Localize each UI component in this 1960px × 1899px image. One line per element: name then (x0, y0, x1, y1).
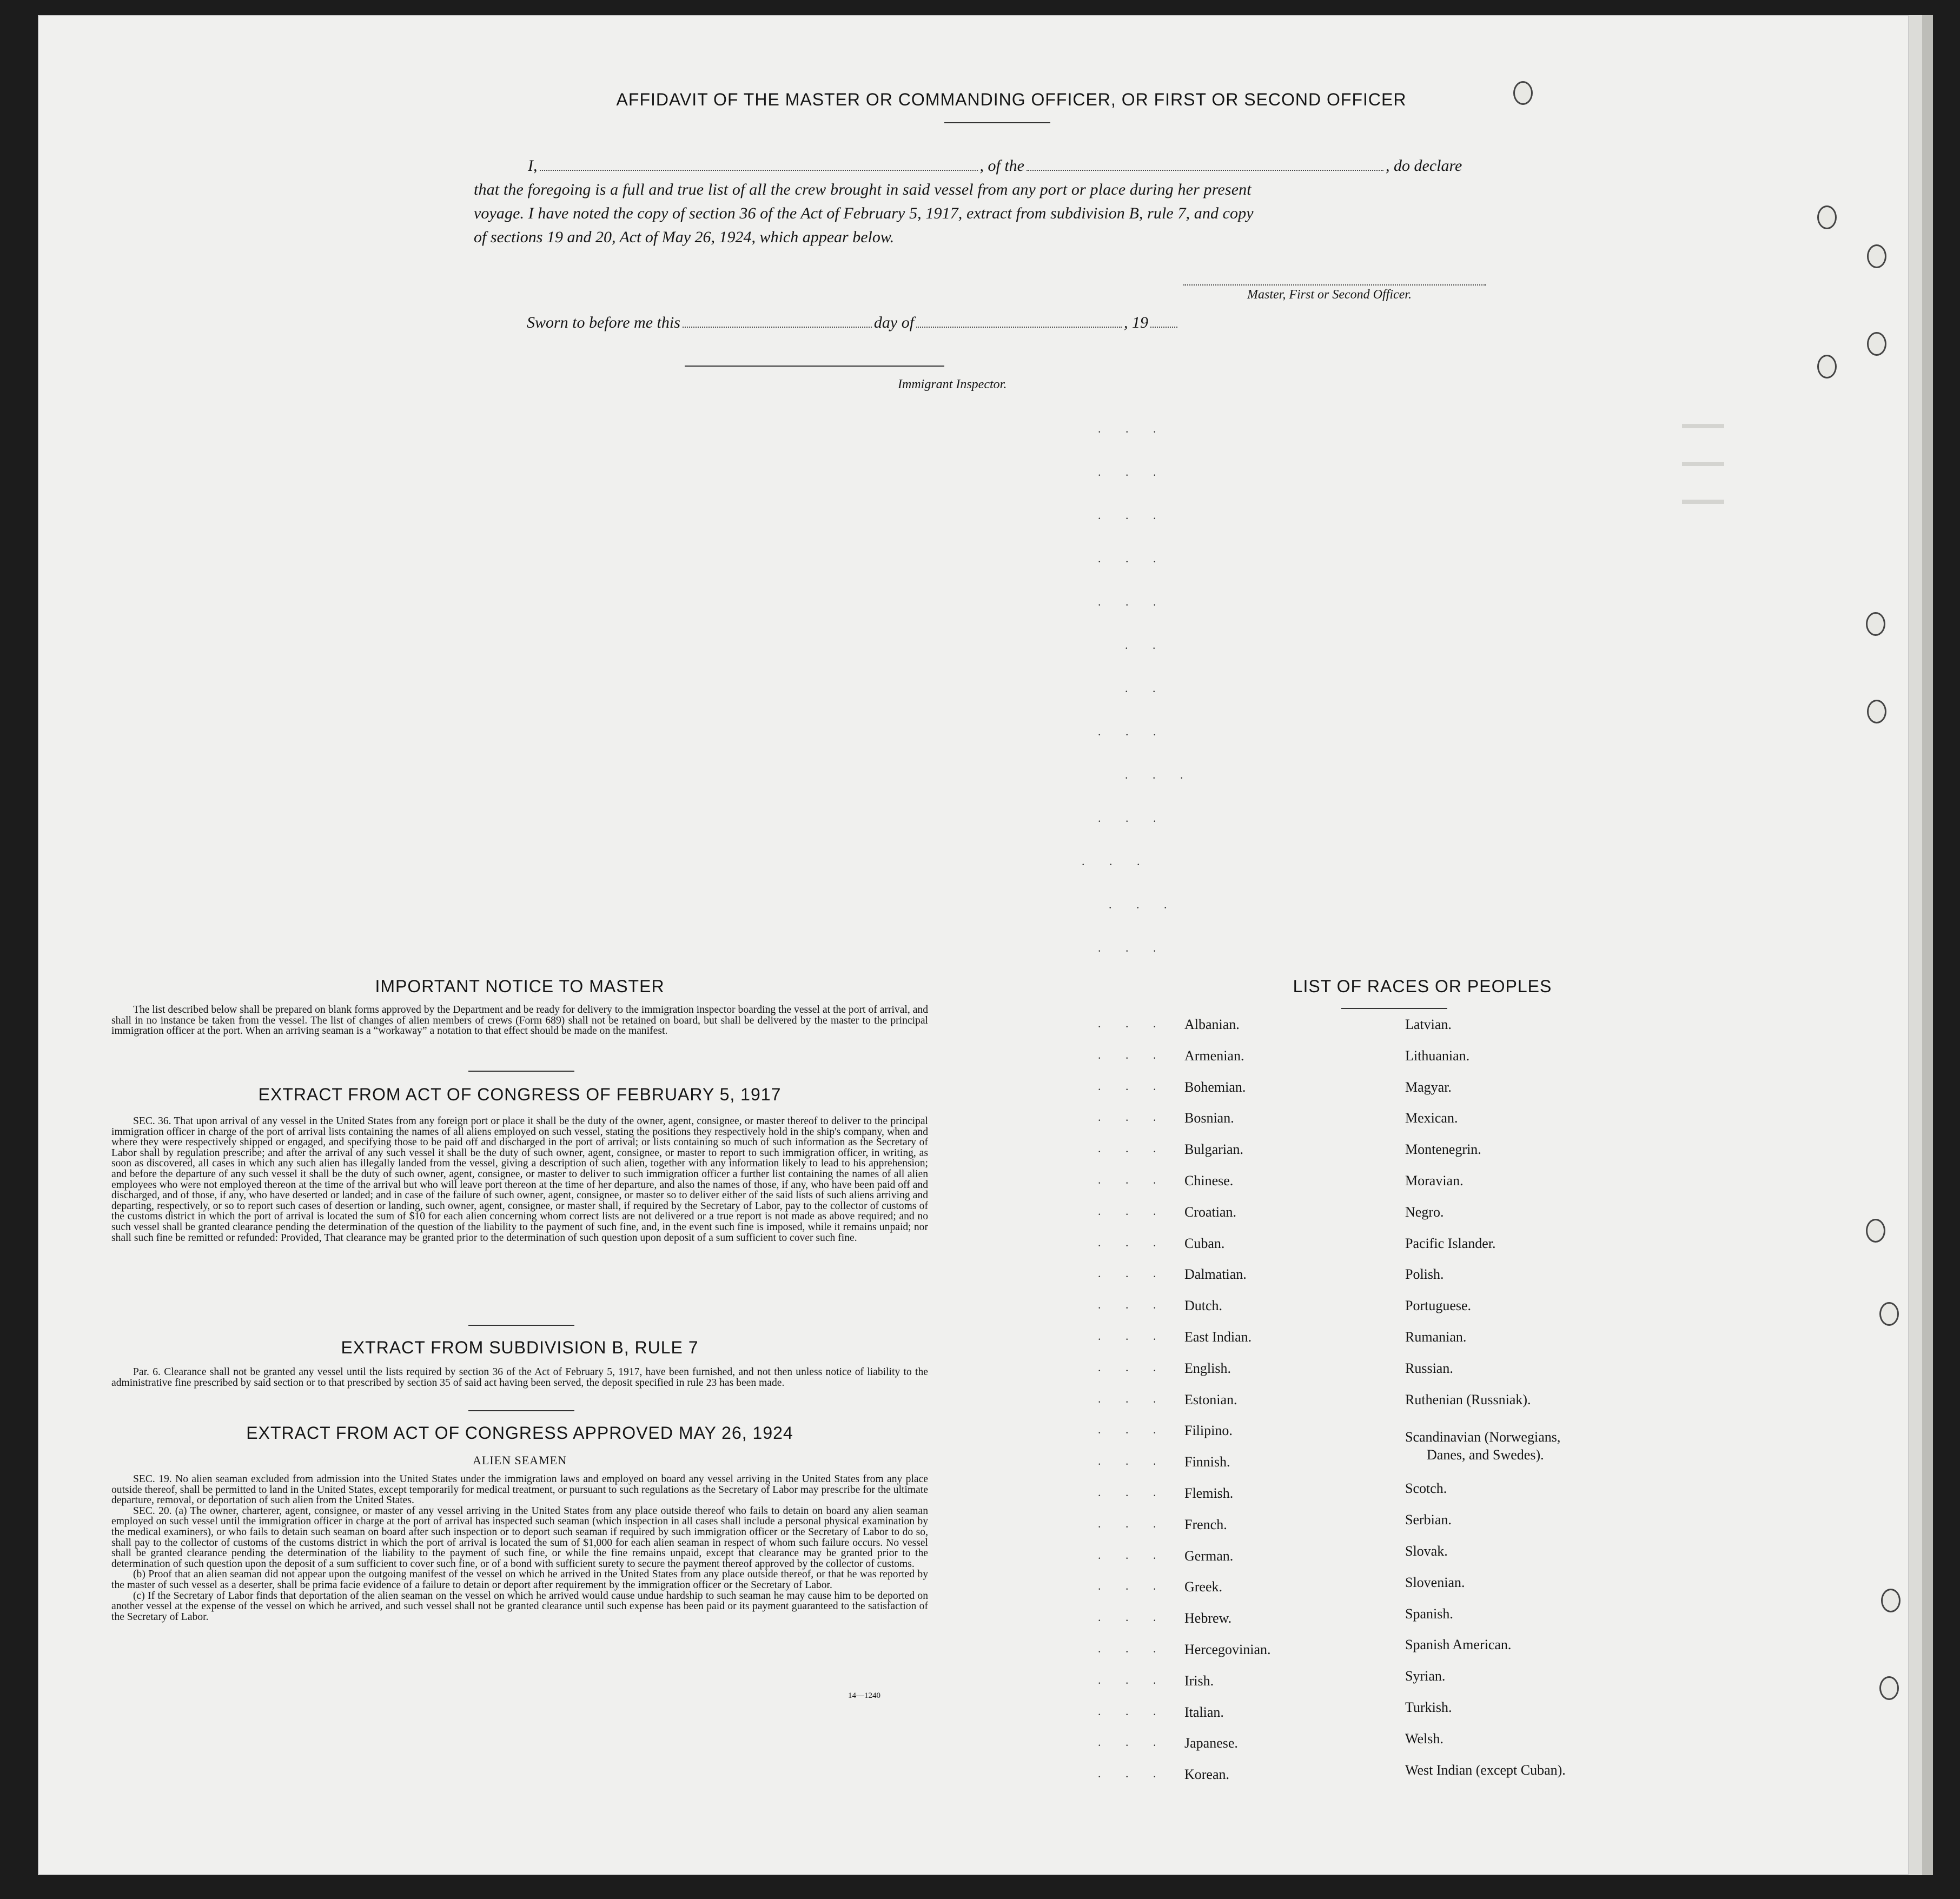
race-item: Scotch. (1405, 1480, 1447, 1497)
sec-20a-paragraph: SEC. 20. (a) The owner, charterer, agent, consignee, or master of any vessel arriving in the United States from any place outside thereof who fails to detain on board any alien seaman employed on such vessel until the immigration officer in charge at the port of arrival has inspected such seaman (which inspection in all cases shall include a personal physical examination by the medical examiners), or who fails to detain such seaman on board after such inspection or to deport such seaman if required by such immigration officer or the Secretary of Labor to do so, shall pay to the collector of customs of the customs district in which the port of arrival is located the sum of $1,000 for each alien seaman in respect of whom such failure occurs. No vessel shall be granted clearance pending the determination of the liability to the payment of such fine, or while the fine remains unpaid, except that clearance may be granted prior to the determination of such question upon the deposit of a sum sufficient to cover such fine, or of a bond with sufficient surety to secure the payment thereof approved by the collector of customs. (111, 1505, 928, 1570)
dot-leaders: . . . (1098, 1017, 1167, 1030)
extract-1917-title: EXTRACT FROM ACT OF CONGRESS OF FEBRUARY 5, 1917 (258, 1085, 782, 1104)
affidavit-line-4: of sections 19 and 20, Act of May 26, 1924, which appear below. (474, 228, 895, 246)
dot-leaders: . . . (1098, 941, 1167, 954)
dot-leaders: . . . (1098, 1610, 1167, 1624)
affidavit-of-label: , of the (979, 157, 1024, 175)
race-item: German. (1184, 1548, 1234, 1564)
dot-leaders: . . . (1098, 1735, 1167, 1749)
race-item: Welsh. (1405, 1730, 1443, 1747)
dot-leaders: . . . (1098, 1079, 1167, 1093)
divider (468, 1410, 574, 1411)
affidavit-line-1 (528, 157, 1462, 175)
affidavit-line-3: voyage. I have noted the copy of section 36 of the Act of February 5, 1917, extract from subdivision B, rule 7, and copy (474, 204, 1254, 222)
punch-hole-icon (1817, 355, 1837, 379)
par-6-paragraph: Par. 6. Clearance shall not be granted any vessel until the lists required by section 36 of the Act of February 5, 1917, have been furnished, and not then unless notice of liability to the administrative fine prescribed by said section or to that prescribed by section 35 of said act having been served, the deposit specified in rule 23 has been made. (111, 1366, 928, 1389)
race-item: Russian. (1405, 1360, 1453, 1376)
race-item: Bohemian. (1184, 1079, 1246, 1095)
race-item: Italian. (1184, 1704, 1224, 1720)
race-item: Spanish. (1405, 1605, 1453, 1622)
dot-leaders: . . . (1098, 1360, 1167, 1374)
divider (468, 1071, 574, 1072)
rule-7-title: EXTRACT FROM SUBDIVISION B, RULE 7 (341, 1338, 699, 1357)
race-item: Dutch. (1184, 1298, 1223, 1314)
race-item: Dalmatian. (1184, 1266, 1247, 1283)
race-item: Chinese. (1184, 1173, 1234, 1188)
punch-hole-icon (1867, 332, 1886, 356)
dot-leaders: . . . (1098, 1454, 1167, 1468)
document-page (38, 15, 1909, 1875)
dot-leaders: . . . (1098, 725, 1167, 738)
race-item: Armenian. (1184, 1047, 1244, 1064)
vessel-blank (1027, 170, 1383, 171)
punch-hole-icon (1866, 612, 1885, 636)
race-item: Portuguese. (1405, 1298, 1472, 1314)
race-item: Ruthenian (Russniak). (1405, 1391, 1531, 1407)
dot-leaders: . . (1125, 638, 1167, 652)
dot-leaders: . . . (1098, 1423, 1167, 1437)
race-scandinavian-continued: Danes, and Swedes). (1427, 1447, 1544, 1463)
race-item: Croatian. (1184, 1204, 1237, 1220)
race-item: Slovenian. (1405, 1574, 1465, 1590)
dot-leaders: . . . (1098, 1579, 1167, 1593)
dot-leaders: . . . (1098, 1485, 1167, 1499)
year-label: , 19 (1124, 314, 1149, 331)
punch-hole-icon (1817, 205, 1837, 229)
extract-1924-text (111, 1474, 928, 1622)
affidavit-i-label: I, (528, 157, 538, 175)
race-item: French. (1184, 1516, 1227, 1532)
dot-leaders: . . . (1098, 508, 1167, 522)
dot-leaders: . . . (1098, 1329, 1167, 1343)
alien-seamen-subtitle: ALIEN SEAMEN (473, 1453, 567, 1467)
notice-text (111, 1005, 928, 1037)
dot-leaders: . . . (1098, 1548, 1167, 1562)
bleed-through: ▬▬▬ (1682, 415, 1724, 431)
race-item: Cuban. (1184, 1235, 1225, 1251)
dot-leaders: . . . (1125, 768, 1194, 781)
punch-hole-icon (1867, 700, 1886, 723)
race-item: Japanese. (1184, 1735, 1238, 1751)
dot-leaders: . . . (1098, 811, 1167, 825)
dot-leaders: . . . (1109, 898, 1178, 911)
race-item: Negro. (1405, 1204, 1444, 1220)
sec-19-paragraph: SEC. 19. No alien seaman excluded from admission into the United States under the immigration laws and employed on board any vessel arriving in the United States from any place outside thereof, shall be permitted to land in the United States, except temporarily for medical treatment, or pursuant to such regulations as the Secretary of Labor may prescribe for the ultimate departure, removal, or deportation of such alien from the United States. (111, 1473, 928, 1506)
affidavit-line-2: that the foregoing is a full and true list of all the crew brought in said vessel from any port or place during her present (474, 181, 1252, 198)
sworn-label: Sworn to before me this (527, 314, 680, 331)
race-item: Montenegrin. (1405, 1141, 1481, 1158)
race-item: Slovak. (1405, 1543, 1448, 1559)
race-item: Lithuanian. (1405, 1047, 1470, 1064)
notice-paragraph: The list described below shall be prepared on blank forms approved by the Department and be ready for delivery to the immigration inspector boarding the vessel at the port of arrival, and shall in no instance be taken from the vessel. The list of changes of alien members of crews (Form 689) shall not be retained on board, but shall be delivered by the master to the principal immigration officer at the port. When an arriving seaman is a “workaway” a notation to that effect should be made on the manifest. (111, 1004, 928, 1037)
race-item: Spanish American. (1405, 1637, 1512, 1653)
dot-leaders: . . . (1098, 1204, 1167, 1218)
dot-leaders: . . . (1098, 1767, 1167, 1781)
race-item: Albanian. (1184, 1017, 1240, 1032)
punch-hole-icon (1866, 1219, 1885, 1243)
master-signature-label: Master, First or Second Officer. (1247, 288, 1412, 302)
race-item: Syrian. (1405, 1668, 1446, 1684)
race-item: Bulgarian. (1184, 1141, 1244, 1158)
race-item: Polish. (1405, 1266, 1444, 1283)
form-number: 14—1240 (848, 1691, 880, 1700)
race-item: Flemish. (1184, 1485, 1234, 1501)
punch-hole-icon (1881, 1589, 1901, 1612)
extract-1924-title: EXTRACT FROM ACT OF CONGRESS APPROVED MAY 26, 1924 (246, 1423, 793, 1443)
bleed-through: ▬▬▬ (1682, 453, 1724, 469)
punch-hole-icon (1867, 244, 1886, 268)
divider (944, 122, 1050, 123)
race-item: Magyar. (1405, 1079, 1452, 1095)
dot-leaders: . . . (1098, 1391, 1167, 1405)
race-item: Scandinavian (Norwegians, (1405, 1429, 1561, 1445)
year-blank (1150, 327, 1177, 328)
race-item: Finnish. (1184, 1454, 1230, 1470)
dot-leaders: . . . (1098, 1110, 1167, 1124)
sec-20c-paragraph: (c) If the Secretary of Labor finds that deportation of the alien seaman on the vessel on which he arrived would cause undue hardship to such seaman he may cause him to be deported on another vessel at the expense of the vessel on which he arrived, and such vessel shall not be granted clearance until such expense has been paid or its payment guaranteed to the satisfaction of the Secretary of Labor. (111, 1590, 928, 1623)
master-signature-line (1183, 284, 1486, 285)
race-item: Serbian. (1405, 1512, 1452, 1528)
dot-leaders: . . . (1098, 1642, 1167, 1655)
race-item: English. (1184, 1360, 1231, 1376)
extract-1917-text (111, 1116, 928, 1243)
dot-leaders: . . . (1098, 1235, 1167, 1249)
day-blank (683, 327, 872, 328)
dot-leaders: . . . (1082, 854, 1151, 868)
inspector-signature-line (685, 366, 944, 367)
race-item: East Indian. (1184, 1329, 1252, 1345)
affidavit-title: AFFIDAVIT OF THE MASTER OR COMMANDING OFFICER, OR FIRST OR SECOND OFFICER (616, 90, 1407, 109)
race-item: Hercegovinian. (1184, 1642, 1271, 1657)
race-item: Filipino. (1184, 1423, 1233, 1439)
dot-leaders: . . . (1098, 1141, 1167, 1156)
race-item: Estonian. (1184, 1391, 1237, 1407)
dot-leaders: . . (1125, 681, 1167, 695)
dot-leaders: . . . (1098, 422, 1167, 435)
month-blank (916, 327, 1122, 328)
race-item: Turkish. (1405, 1699, 1452, 1715)
race-item: Pacific Islander. (1405, 1235, 1496, 1251)
dot-leaders: . . . (1098, 465, 1167, 479)
page-edge (1909, 15, 1922, 1875)
sec-20b-paragraph: (b) Proof that an alien seaman did not appear upon the outgoing manifest of the vessel on which he arrived in the United States from any place outside thereof, or that he was reported by the master of such vessel as a deserter, shall be prima facie evidence of a failure to detain or deport after requirement by the immigration officer or the Secretary of Labor. (111, 1569, 928, 1591)
notice-title: IMPORTANT NOTICE TO MASTER (375, 977, 665, 996)
day-of-label: day of (873, 314, 915, 331)
bleed-through: ▬▬▬ (1682, 491, 1724, 507)
sec-36-paragraph: SEC. 36. That upon arrival of any vessel in the United States from any foreign port or place it shall be the duty of the owner, agent, consignee, or master thereof to deliver to the principal immigration officer in charge of the port of arrival lists containing the names of all aliens employed on such vessel, stating the positions they respectively hold in the ship's company, when and where they were respectively shipped or engaged, and specifying those to be paid off and discharged in the port of arrival; or lists containing so much of such information as the Secretary of Labor shall by regulation prescribe; and after the arrival of any such vessel it shall be the duty of such owner, agent, consignee, or master to report to such immigration officer, in writing, as soon as discovered, all cases in which any such alien has illegally landed from the vessel, giving a description of such alien, together with any information likely to lead to his apprehension; and before the departure of any such vessel it shall be the duty of such owner, agent, consignee, or master to deliver to such immigration officer a further list containing the names of all alien employees who were not employed thereon at the time of the arrival but who will leave port thereon at the time of her departure, and also the names of those, if any, who have been paid off and discharged, and of those, if any, who have deserted or landed; and in case of the failure of such owner, agent, consignee, or master so to deliver either of the said lists of such aliens arriving and departing, respectively, or so to report such cases of desertion or landing, such owner, agent, consignee, or master shall, if required by the Secretary of Labor, pay to the collector of customs of the customs district in which the port of arrival is located the sum of $10 for each alien concerning whom correct lists are not delivered or a true report is not made as above required; and no such vessel shall be granted clearance pending the determination of the question of the liability to the payment of such fine, and, in the event such fine is imposed, while it remains unpaid; nor shall such fine be remitted or refunded: Provided, That clearance may be granted prior to the determination of such question upon deposit of a sum sufficient to cover such fine. (111, 1116, 928, 1244)
dot-leaders: . . . (1098, 552, 1167, 565)
dot-leaders: . . . (1098, 1173, 1167, 1186)
dot-leaders: . . . (1098, 1047, 1167, 1061)
dot-leaders: . . . (1098, 1266, 1167, 1280)
race-item: Irish. (1184, 1672, 1214, 1689)
sworn-line (527, 314, 1180, 332)
race-item: West Indian (except Cuban). (1405, 1762, 1566, 1778)
race-item: Mexican. (1405, 1110, 1458, 1126)
dot-leaders: . . . (1098, 1704, 1167, 1718)
dot-leaders: . . . (1098, 595, 1167, 608)
dot-leaders: . . . (1098, 1298, 1167, 1312)
affidavit-declare-label: , do declare (1386, 157, 1462, 175)
inspector-signature-label: Immigrant Inspector. (898, 377, 1007, 391)
dot-leaders: . . . (1098, 1672, 1167, 1686)
race-item: Rumanian. (1405, 1329, 1467, 1345)
punch-hole-icon (1879, 1676, 1899, 1700)
races-title: LIST OF RACES OR PEOPLES (1293, 977, 1552, 996)
race-item: Moravian. (1405, 1173, 1464, 1188)
dot-leaders: . . . (1098, 1516, 1167, 1530)
race-item: Latvian. (1405, 1017, 1452, 1032)
page-edge (1922, 15, 1933, 1875)
divider (1341, 1008, 1447, 1009)
race-item: Bosnian. (1184, 1110, 1234, 1126)
divider (468, 1325, 574, 1326)
race-item: Korean. (1184, 1767, 1230, 1783)
name-blank (540, 170, 978, 171)
punch-hole-icon (1879, 1302, 1899, 1326)
rule-7-text (111, 1367, 928, 1388)
race-item: Hebrew. (1184, 1610, 1232, 1626)
race-item: Greek. (1184, 1579, 1223, 1595)
